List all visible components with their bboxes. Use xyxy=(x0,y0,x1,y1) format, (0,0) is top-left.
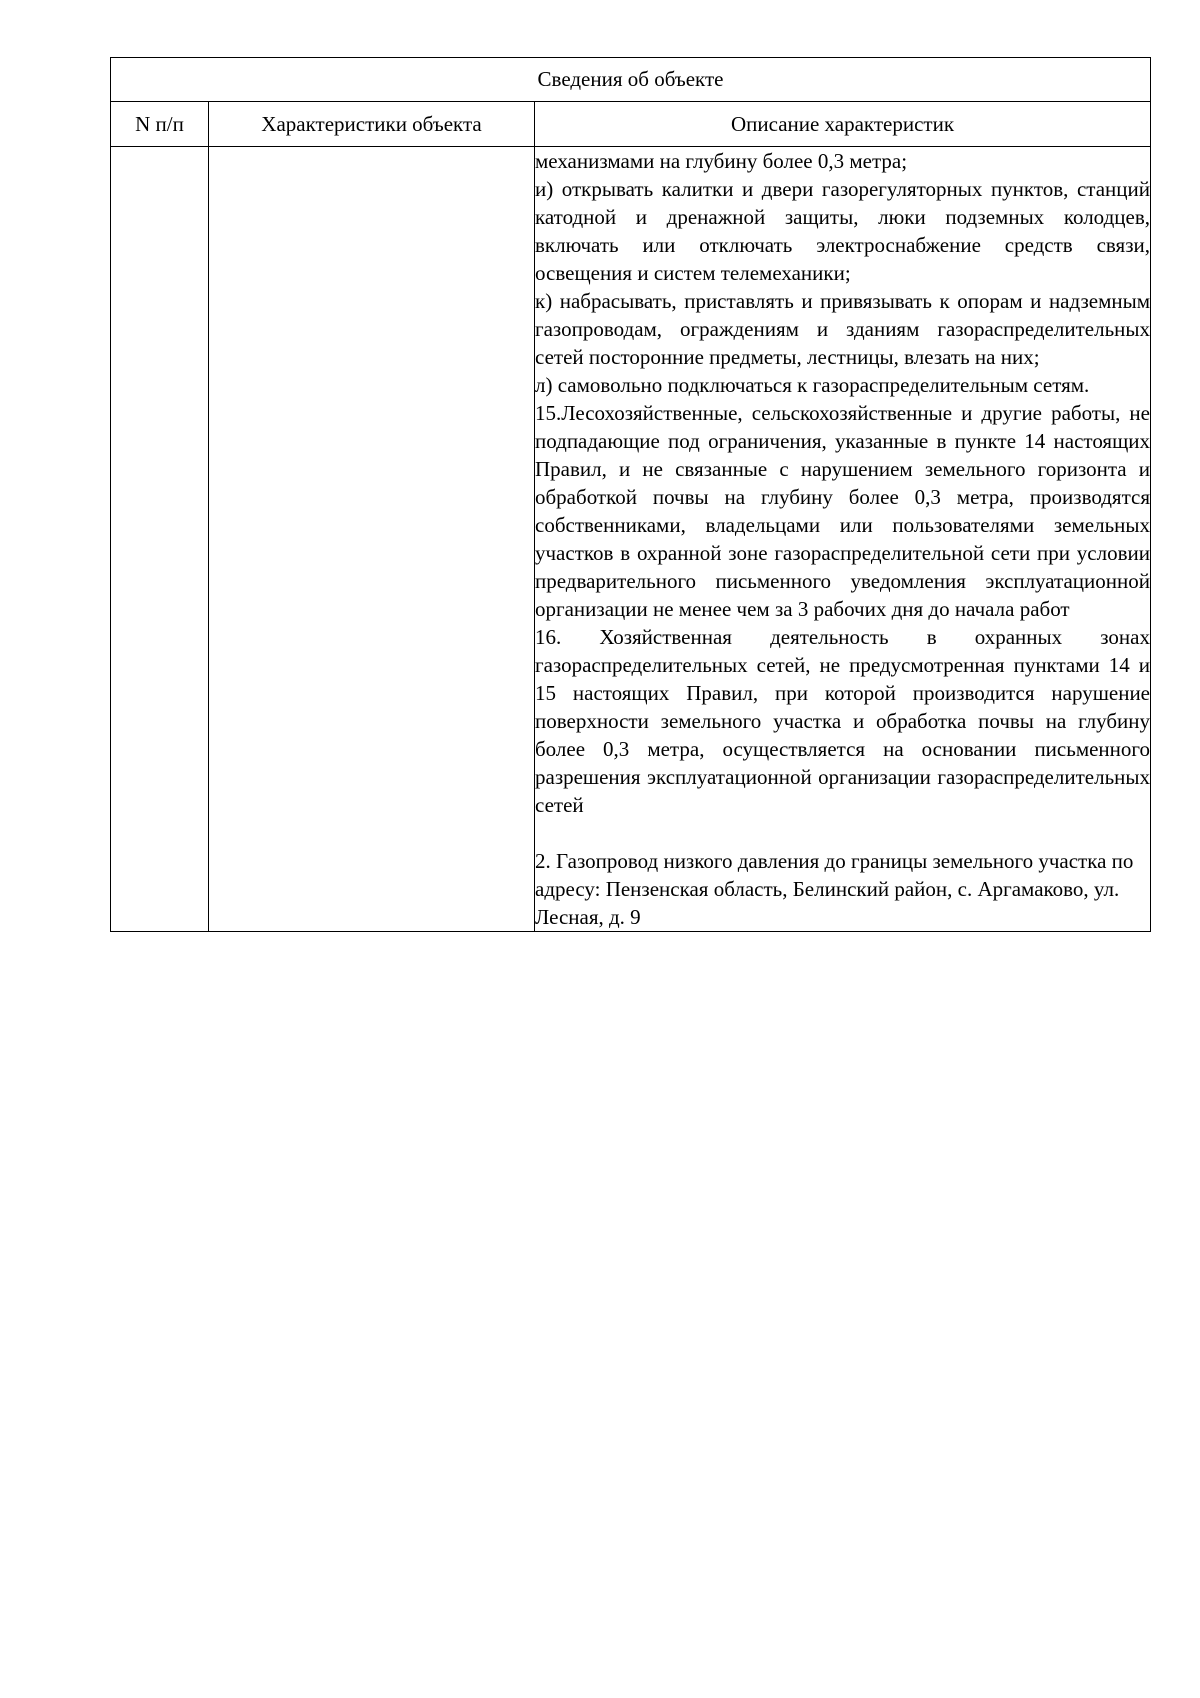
description-paragraph: 15.Лесохозяйственные, сельскохозяйственные и другие работы, не подпадающие под ограничения, указанные в пункте 14 настоящих Правил, и не связанные с нарушением земельного горизонта и обработкой почвы на глубину более 0,3 метра, производятся собственниками, владельцами или пользователями земельных участков в охранной зоне газораспределительной сети при условии предварительного письменного уведомления эксплуатационной организации не менее чем за 3 рабочих дня до начала работ xyxy=(535,401,1150,621)
header-number: N п/п xyxy=(111,102,209,147)
cell-number xyxy=(111,147,209,932)
paragraph-spacer xyxy=(535,819,1150,847)
table-title-row xyxy=(111,58,1151,102)
cell-characteristics xyxy=(209,147,535,932)
object-address: 2. Газопровод низкого давления до границы земельного участка по адресу: Пензенская область, Белинский район, с. Аргамаково, ул. Лесная, д. 9 xyxy=(535,849,1134,929)
description-paragraph: л) самовольно подключаться к газораспределительным сетям. xyxy=(535,373,1090,397)
description-paragraph: механизмами на глубину более 0,3 метра; xyxy=(535,149,908,173)
description-paragraph: и) открывать калитки и двери газорегуляторных пунктов, станций катодной и дренажной защиты, люки подземных колодцев, включать или отключать электроснабжение средств связи, освещения и систем телемеханики; xyxy=(535,177,1150,285)
table-row xyxy=(111,147,1151,932)
table-title: Сведения об объекте xyxy=(111,58,1151,102)
header-characteristics: Характеристики объекта xyxy=(209,102,535,147)
description-paragraph: к) набрасывать, приставлять и привязывать к опорам и надземным газопроводам, ограждениям и зданиям газораспределительных сетей посторонние предметы, лестницы, влезать на них; xyxy=(535,289,1150,369)
header-description: Описание характеристик xyxy=(535,102,1151,147)
table-header-row xyxy=(111,102,1151,147)
object-info-table xyxy=(110,57,1151,932)
cell-description xyxy=(535,147,1151,932)
description-paragraph: 16. Хозяйственная деятельность в охранных зонах газораспределительных сетей, не предусмотренная пунктами 14 и 15 настоящих Правил, при которой производится нарушение поверхности земельного участка и обработка почвы на глубину более 0,3 метра, осуществляется на основании письменного разрешения эксплуатационной организации газораспределительных сетей xyxy=(535,625,1150,817)
